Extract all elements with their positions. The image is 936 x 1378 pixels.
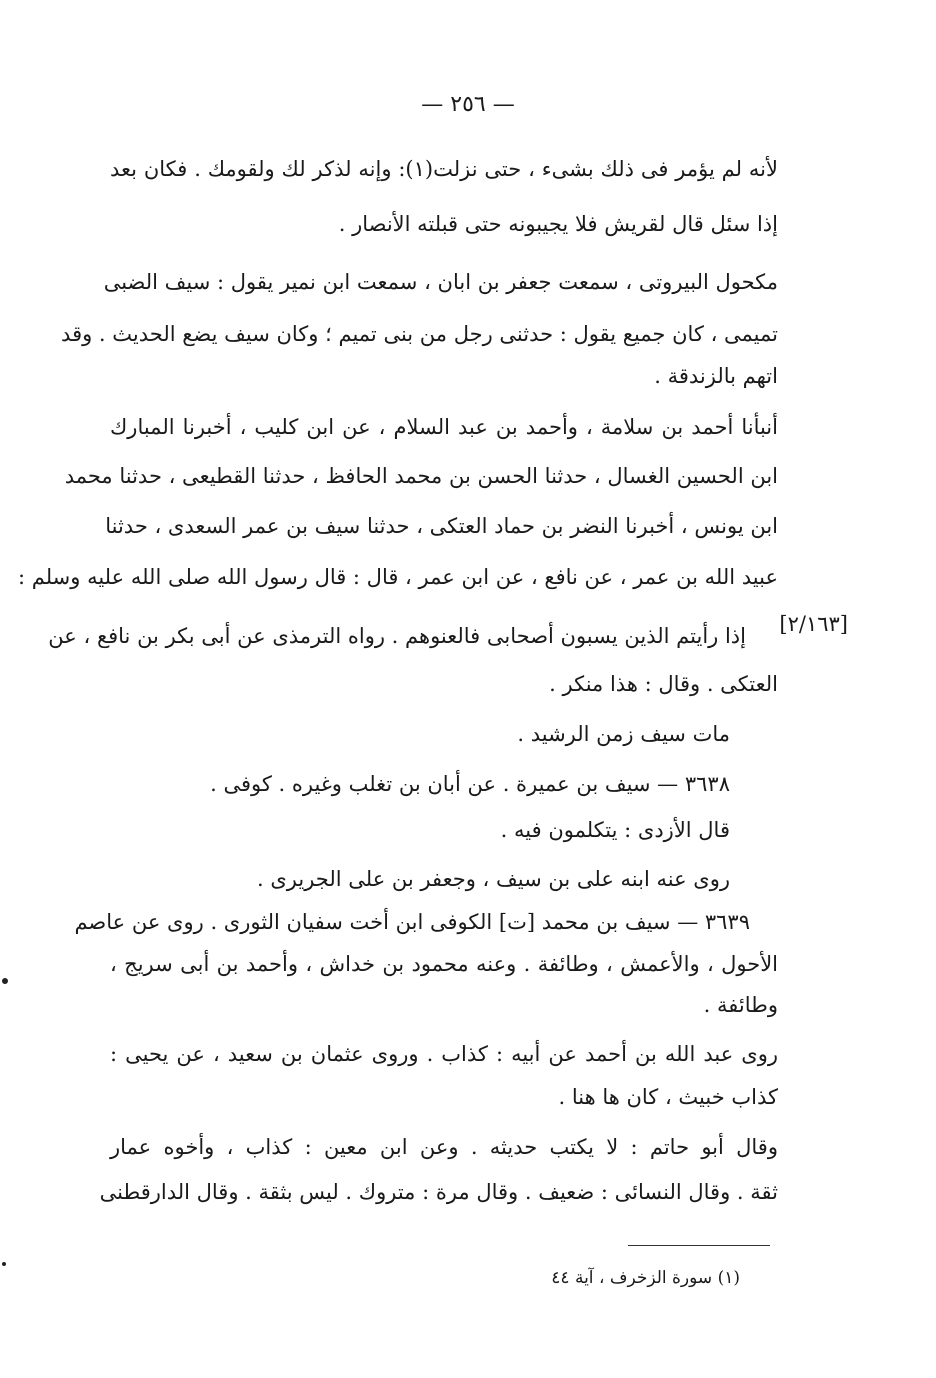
scan-speck (2, 978, 8, 984)
scan-speck (2, 1262, 6, 1266)
text-line: ابن يونس ، أخبرنا النضر بن حماد العتكى ، حدثنا سيف بن عمر السعدى ، حدثنا (105, 514, 778, 538)
text-line: تميمى ، كان جميع يقول : حدثنى رجل من بنى تميم ؛ وكان سيف يضع الحديث . وقد (61, 322, 778, 346)
text-line: الأحول ، والأعمش ، وطائفة . وعنه محمود بن خداش ، وأحمد بن أبى سريج ، (110, 952, 778, 976)
page-number: — ٢٥٦ — (421, 92, 515, 117)
text-line: وقال أبو حاتم : لا يكتب حديثه . وعن ابن معين : كذاب ، وأخوه عمار (110, 1135, 778, 1159)
text-line: ثقة . وقال النسائى : ضعيف . وقال مرة : متروك . ليس بثقة . وقال الدارقطنى (99, 1180, 778, 1204)
text-line: قال الأزدى : يتكلمون فيه . (500, 818, 730, 842)
footnote: (١) سورة الزخرف ، آية ٤٤ (551, 1268, 740, 1288)
text-line: إذا رأيتم الذين يسبون أصحابى فالعنوهم . رواه الترمذى عن أبى بكر بن نافع ، عن (48, 624, 746, 648)
text-line: عبيد الله بن عمر ، عن نافع ، عن ابن عمر ، قال : قال رسول الله صلى الله عليه وسلم : (18, 565, 778, 589)
text-line: مكحول البيروتى ، سمعت جعفر بن ابان ، سمعت ابن نمير يقول : سيف الضبى (103, 270, 778, 294)
text-line: لأنه لم يؤمر فى ذلك بشىء ، حتى نزلت(١): وإنه لذكر لك ولقومك . فكان بعد (110, 157, 778, 181)
text-line: مات سيف زمن الرشيد . (517, 722, 730, 746)
text-line: أنبأنا أحمد بن سلامة ، وأحمد بن عبد السلام ، عن ابن كليب ، أخبرنا المبارك (110, 415, 778, 439)
entry-heading: ٣٦٣٨ — سيف بن عميرة . عن أبان بن تغلب وغيره . كوفى . (210, 772, 730, 796)
text-line: اتهم بالزندقة . (654, 364, 778, 388)
margin-note: [٢/١٦٣] (779, 612, 848, 636)
text-line: وطائفة . (703, 993, 778, 1017)
text-line: روى عبد الله بن أحمد عن أبيه : كذاب . وروى عثمان بن سعيد ، عن يحيى : (110, 1042, 778, 1066)
footnote-separator (628, 1245, 770, 1246)
text-line: كذاب خبيث ، كان ها هنا . (558, 1085, 778, 1109)
text-line: ابن الحسين الغسال ، حدثنا الحسن بن محمد الحافظ ، حدثنا القطيعى ، حدثنا محمد (64, 464, 778, 488)
text-line: العتكى . وقال : هذا منكر . (549, 672, 778, 696)
text-line: روى عنه ابنه على بن سيف ، وجعفر بن على الجريرى . (256, 867, 730, 891)
entry-heading: ٣٦٣٩ — سيف بن محمد [ت] الكوفى ابن أخت سفيان الثورى . روى عن عاصم (74, 910, 750, 934)
text-line: إذا سئل قال لقريش فلا يجيبونه حتى قبلته الأنصار . (338, 212, 778, 236)
